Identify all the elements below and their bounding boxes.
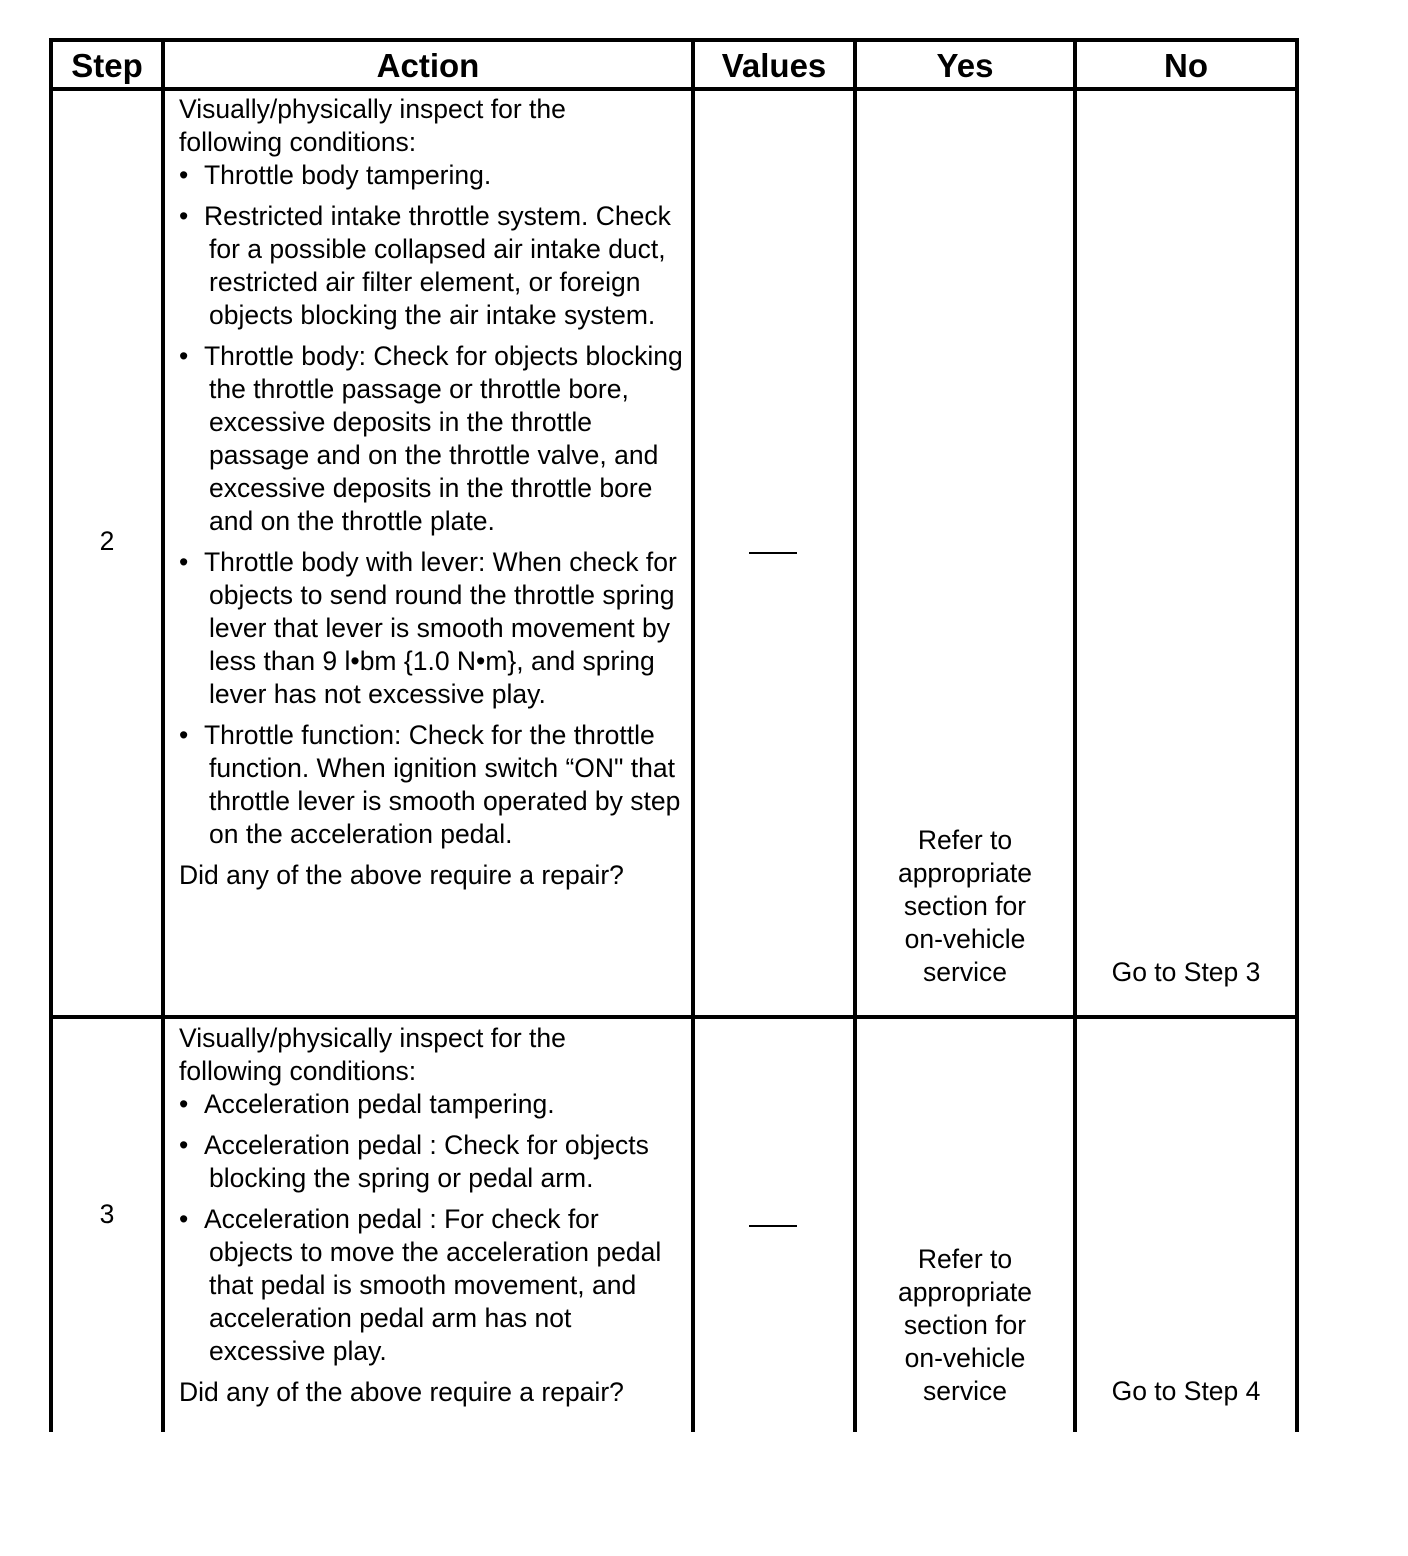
- header-yes: Yes: [936, 47, 994, 84]
- repair-question: Did any of the above require a repair?: [179, 860, 624, 890]
- yes-line: appropriate: [897, 1277, 1033, 1307]
- column-divider: [1073, 38, 1077, 1432]
- yes-line: section for: [903, 891, 1027, 921]
- header-step: Step: [71, 47, 143, 84]
- action-intro-line: Visually/physically inspect for the: [179, 1023, 566, 1053]
- row-divider: [49, 1015, 1299, 1019]
- condition-item: • Restricted intake throttle system. Check for a possible collapsed air intake duct, restricted air filter element, or foreign objects blocking the air intake system.: [179, 200, 684, 332]
- yes-line: Refer to: [917, 1244, 1013, 1274]
- condition-item: • Acceleration pedal : For check for objects to move the acceleration pedal that pedal is smooth movement, and acceleration pedal arm has not excessive play.: [179, 1203, 684, 1368]
- condition-list: [179, 1088, 684, 1368]
- step-number: 3: [99, 1199, 115, 1229]
- condition-item: • Throttle body with lever: When check for objects to send round the throttle spring lever that lever is smooth movement by less than 9 l•bm {1.0 N•m}, and spring lever has not excessive play.: [179, 546, 684, 711]
- header-values: Values: [721, 47, 827, 84]
- repair-question: Did any of the above require a repair?: [179, 1377, 624, 1407]
- column-divider: [691, 38, 695, 1432]
- no-cell: Go to Step 4: [1111, 1376, 1261, 1406]
- values-dash: [749, 1225, 797, 1227]
- yes-line: section for: [903, 1310, 1027, 1340]
- column-divider: [161, 38, 165, 1432]
- condition-item: • Throttle body: Check for objects blocking the throttle passage or throttle bore, excessive deposits in the throttle passage and on the throttle valve, and excessive deposits in the throttle bore and on the throttle plate.: [179, 340, 684, 538]
- action-cell: [179, 93, 684, 892]
- action-intro-line: following conditions:: [179, 1056, 417, 1086]
- header-action: Action: [376, 47, 480, 84]
- table-right-border: [1295, 38, 1299, 1432]
- condition-item: • Acceleration pedal : Check for objects blocking the spring or pedal arm.: [179, 1129, 684, 1195]
- yes-cell: [857, 1243, 1073, 1408]
- values-dash: [749, 552, 797, 554]
- yes-line: on-vehicle: [904, 924, 1026, 954]
- header-no: No: [1164, 47, 1208, 84]
- condition-item: • Throttle body tampering.: [179, 159, 684, 192]
- yes-cell: [857, 824, 1073, 989]
- yes-line: appropriate: [897, 858, 1033, 888]
- action-intro-line: following conditions:: [179, 127, 417, 157]
- yes-line: Refer to: [917, 825, 1013, 855]
- action-cell: [179, 1022, 684, 1409]
- action-intro-line: Visually/physically inspect for the: [179, 94, 566, 124]
- yes-line: on-vehicle: [904, 1343, 1026, 1373]
- condition-item: • Acceleration pedal tampering.: [179, 1088, 684, 1121]
- table-top-border: [49, 38, 1299, 42]
- column-divider: [853, 38, 857, 1432]
- yes-line: service: [923, 1376, 1007, 1406]
- step-number: 2: [99, 526, 115, 556]
- no-cell: Go to Step 3: [1111, 957, 1261, 987]
- condition-list: [179, 159, 684, 851]
- condition-item: • Throttle function: Check for the throttle function. When ignition switch “ON" that throttle lever is smooth operated by step on the acceleration pedal.: [179, 719, 684, 851]
- yes-line: service: [923, 957, 1007, 987]
